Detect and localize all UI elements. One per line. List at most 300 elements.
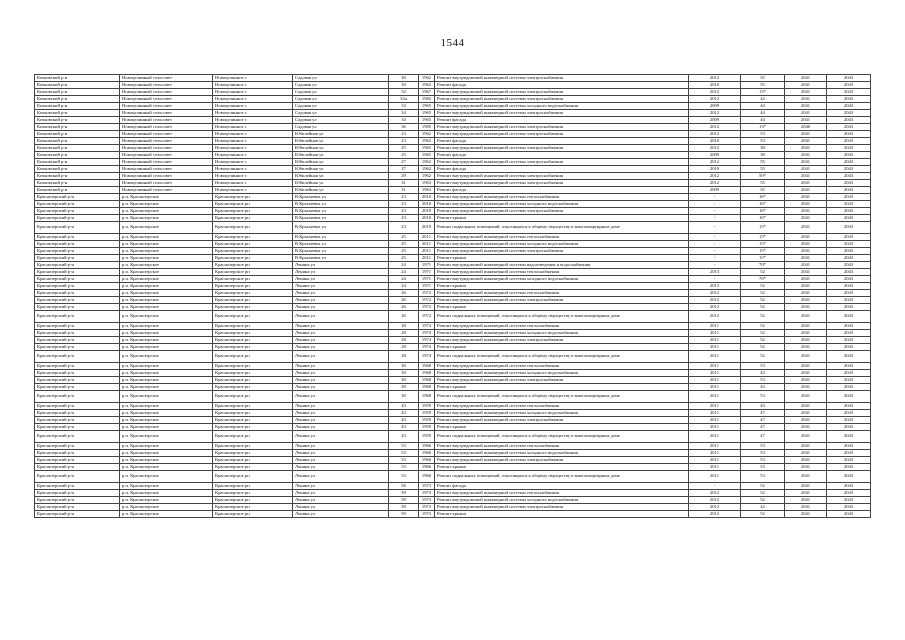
work-description-cell: Ремонт внутридомовой инженерной системы холодного водоснабжения	[435, 450, 689, 457]
build-year-cell: 1965	[419, 110, 435, 117]
district-cell: Краснозерский р-н	[35, 323, 120, 330]
plan-end-year-cell: 2043	[827, 497, 871, 504]
wear-percent-cell: 53	[741, 377, 785, 384]
plan-end-year-cell: 2043	[827, 103, 871, 110]
wear-percent-cell: 15*	[741, 241, 785, 248]
work-description-cell: Ремонт внутридомовой инженерной системы теплоснабжения	[435, 363, 689, 370]
street-cell: В.Крылаевка ул	[293, 248, 389, 255]
municipality-cell: р.п. Краснозерское	[120, 201, 213, 208]
last-repair-year-cell: 2012	[689, 180, 741, 187]
house-number-cell: 32	[389, 89, 419, 96]
last-repair-year-cell: 2011	[689, 377, 741, 384]
settlement-cell: Новоцелинное с	[213, 110, 293, 117]
build-year-cell: 1966	[419, 457, 435, 464]
work-description-cell: Ремонт подвальных помещений, относящихся к общему имуществу в многоквартирном доме	[435, 431, 689, 443]
table-row	[35, 377, 871, 384]
table-row	[35, 370, 871, 377]
plan-end-year-cell: 2043	[827, 215, 871, 222]
plan-end-year-cell: 2043	[827, 344, 871, 351]
district-cell: Кочковский р-н	[35, 166, 120, 173]
work-description-cell: Ремонт внутридомовой инженерной системы электроснабжения	[435, 208, 689, 215]
house-number-cell: 34	[389, 103, 419, 110]
table-row	[35, 110, 871, 117]
work-description-cell: Ремонт фасада	[435, 152, 689, 159]
municipality-cell: р.п. Краснозерское	[120, 283, 213, 290]
street-cell: Ленина ул	[293, 262, 389, 269]
plan-start-year-cell: 2041	[785, 424, 827, 431]
district-cell: Кочковский р-н	[35, 138, 120, 145]
municipality-cell: Новоцелинный сельсовет	[120, 173, 213, 180]
plan-end-year-cell: 2043	[827, 490, 871, 497]
district-cell: Краснозерский р-н	[35, 431, 120, 443]
settlement-cell: Краснозерское рп	[213, 511, 293, 518]
last-repair-year-cell: 2011	[689, 443, 741, 450]
street-cell: Ленина ул	[293, 391, 389, 403]
municipality-cell: р.п. Краснозерское	[120, 471, 213, 483]
table-row	[35, 511, 871, 518]
house-number-cell: 25	[389, 152, 419, 159]
build-year-cell: 1965	[419, 152, 435, 159]
plan-start-year-cell: 2041	[785, 370, 827, 377]
wear-percent-cell: 13*	[741, 124, 785, 131]
district-cell: Краснозерский р-н	[35, 377, 120, 384]
municipality-cell: р.п. Краснозерское	[120, 363, 213, 370]
last-repair-year-cell: 2011	[689, 351, 741, 363]
plan-start-year-cell: 2041	[785, 450, 827, 457]
street-cell: Ленина ул	[293, 304, 389, 311]
district-cell: Кочковский р-н	[35, 180, 120, 187]
settlement-cell: Новоцелинное с	[213, 82, 293, 89]
last-repair-year-cell: 2011	[689, 403, 741, 410]
district-cell: Кочковский р-н	[35, 145, 120, 152]
district-cell: Краснозерский р-н	[35, 363, 120, 370]
plan-start-year-cell: 2041	[785, 255, 827, 262]
district-cell: Краснозерский р-н	[35, 403, 120, 410]
district-cell: Краснозерский р-н	[35, 241, 120, 248]
house-number-cell: 23	[389, 131, 419, 138]
plan-end-year-cell: 2043	[827, 410, 871, 417]
wear-percent-cell: 52	[741, 297, 785, 304]
district-cell: Краснозерский р-н	[35, 194, 120, 201]
wear-percent-cell: 42	[741, 504, 785, 511]
build-year-cell: 1962	[419, 166, 435, 173]
work-description-cell: Ремонт внутридомовой инженерной системы электроснабжения	[435, 248, 689, 255]
wear-percent-cell: 42	[741, 96, 785, 103]
plan-end-year-cell: 2043	[827, 471, 871, 483]
settlement-cell: Краснозерское рп	[213, 351, 293, 363]
plan-start-year-cell: 2041	[785, 504, 827, 511]
build-year-cell: 1973	[419, 490, 435, 497]
work-description-cell: Ремонт подвальных помещений, относящихся к общему имуществу в многоквартирном доме	[435, 311, 689, 323]
settlement-cell: Краснозерское рп	[213, 290, 293, 297]
work-description-cell: Ремонт внутридомовой инженерной системы теплоснабжения	[435, 269, 689, 276]
last-repair-year-cell: 2012	[689, 504, 741, 511]
table-row	[35, 187, 871, 194]
settlement-cell: Краснозерское рп	[213, 450, 293, 457]
wear-percent-cell: 13*	[741, 89, 785, 96]
last-repair-year-cell: -	[689, 276, 741, 283]
plan-end-year-cell: 2043	[827, 290, 871, 297]
plan-end-year-cell: 2043	[827, 194, 871, 201]
district-cell: Краснозерский р-н	[35, 410, 120, 417]
plan-end-year-cell: 2043	[827, 337, 871, 344]
plan-end-year-cell: 2043	[827, 145, 871, 152]
district-cell: Краснозерский р-н	[35, 464, 120, 471]
street-cell: Ленина ул	[293, 377, 389, 384]
work-description-cell: Ремонт внутридомовой инженерной системы электроснабжения	[435, 110, 689, 117]
build-year-cell: 2011	[419, 255, 435, 262]
settlement-cell: Краснозерское рп	[213, 431, 293, 443]
street-cell: Ленина ул	[293, 323, 389, 330]
house-number-cell: 43	[389, 410, 419, 417]
last-repair-year-cell: 2011	[689, 344, 741, 351]
work-description-cell: Ремонт внутридомовой инженерной системы холодного водоснабжения	[435, 370, 689, 377]
table-row	[35, 344, 871, 351]
settlement-cell: Краснозерское рп	[213, 344, 293, 351]
build-year-cell: 1962	[419, 173, 435, 180]
district-cell: Кочковский р-н	[35, 152, 120, 159]
wear-percent-cell: 53	[741, 138, 785, 145]
house-number-cell: 25	[389, 255, 419, 262]
table-row	[35, 124, 871, 131]
plan-start-year-cell: 2041	[785, 283, 827, 290]
settlement-cell: Новоцелинное с	[213, 180, 293, 187]
table-row	[35, 269, 871, 276]
plan-start-year-cell: 2040	[785, 124, 827, 131]
wear-percent-cell: 53	[741, 131, 785, 138]
house-number-cell: 34	[389, 110, 419, 117]
last-repair-year-cell: 2012	[689, 96, 741, 103]
last-repair-year-cell: 2013	[689, 269, 741, 276]
district-cell: Краснозерский р-н	[35, 417, 120, 424]
last-repair-year-cell: 2012	[689, 311, 741, 323]
last-repair-year-cell: 2012	[689, 511, 741, 518]
plan-start-year-cell: 2041	[785, 377, 827, 384]
district-cell: Краснозерский р-н	[35, 248, 120, 255]
plan-end-year-cell: 2043	[827, 323, 871, 330]
build-year-cell: 1974	[419, 344, 435, 351]
table-row	[35, 403, 871, 410]
table-row	[35, 483, 871, 490]
plan-end-year-cell: 2043	[827, 166, 871, 173]
plan-start-year-cell: 2041	[785, 471, 827, 483]
last-repair-year-cell: -	[689, 194, 741, 201]
build-year-cell: 1968	[419, 377, 435, 384]
work-description-cell: Ремонт внутридомовой инженерной системы электроснабжения	[435, 457, 689, 464]
settlement-cell: Краснозерское рп	[213, 443, 293, 450]
settlement-cell: Краснозерское рп	[213, 377, 293, 384]
table-row	[35, 241, 871, 248]
housing-repair-table-container	[34, 74, 870, 518]
wear-percent-cell: 52	[741, 330, 785, 337]
work-description-cell: Ремонт внутридомовой инженерной системы электроснабжения	[435, 297, 689, 304]
build-year-cell: 1974	[419, 351, 435, 363]
settlement-cell: Новоцелинное с	[213, 117, 293, 124]
house-number-cell: 56	[389, 483, 419, 490]
last-repair-year-cell: 2012	[689, 110, 741, 117]
work-description-cell: Ремонт фасада	[435, 117, 689, 124]
table-row	[35, 194, 871, 201]
wear-percent-cell: 53	[741, 457, 785, 464]
build-year-cell: 1968	[419, 370, 435, 377]
build-year-cell: 1962	[419, 131, 435, 138]
plan-start-year-cell: 2041	[785, 490, 827, 497]
plan-start-year-cell: 2041	[785, 187, 827, 194]
table-row	[35, 215, 871, 222]
settlement-cell: Краснозерское рп	[213, 363, 293, 370]
district-cell: Краснозерский р-н	[35, 497, 120, 504]
last-repair-year-cell: -	[689, 483, 741, 490]
plan-end-year-cell: 2043	[827, 248, 871, 255]
municipality-cell: р.п. Краснозерское	[120, 511, 213, 518]
settlement-cell: Краснозерское рп	[213, 457, 293, 464]
municipality-cell: Новоцелинный сельсовет	[120, 124, 213, 131]
house-number-cell: 23	[389, 138, 419, 145]
build-year-cell: 2010	[419, 215, 435, 222]
municipality-cell: р.п. Краснозерское	[120, 464, 213, 471]
district-cell: Краснозерский р-н	[35, 297, 120, 304]
table-row	[35, 248, 871, 255]
work-description-cell: Ремонт внутридомовой инженерной системы теплоснабжения	[435, 290, 689, 297]
house-number-cell: 24	[389, 262, 419, 269]
wear-percent-cell: 53	[741, 471, 785, 483]
wear-percent-cell: 15*	[741, 255, 785, 262]
wear-percent-cell: 16*	[741, 194, 785, 201]
work-description-cell: Ремонт подвальных помещений, относящихся к общему имуществу в многоквартирном доме	[435, 391, 689, 403]
work-description-cell: Ремонт внутридомовой инженерной системы электроснабжения	[435, 159, 689, 166]
street-cell: Юбилейная ул	[293, 187, 389, 194]
municipality-cell: р.п. Краснозерское	[120, 443, 213, 450]
wear-percent-cell: 43	[741, 370, 785, 377]
district-cell: Краснозерский р-н	[35, 201, 120, 208]
wear-percent-cell: 44	[741, 110, 785, 117]
plan-start-year-cell: 2041	[785, 222, 827, 234]
plan-end-year-cell: 2043	[827, 255, 871, 262]
settlement-cell: Краснозерское рп	[213, 337, 293, 344]
settlement-cell: Краснозерское рп	[213, 241, 293, 248]
work-description-cell: Ремонт фасада	[435, 82, 689, 89]
build-year-cell: 1959	[419, 424, 435, 431]
house-number-cell: 28	[389, 351, 419, 363]
last-repair-year-cell: -	[689, 248, 741, 255]
wear-percent-cell: 38	[741, 145, 785, 152]
settlement-cell: Краснозерское рп	[213, 194, 293, 201]
plan-end-year-cell: 2043	[827, 152, 871, 159]
work-description-cell: Ремонт внутридомовой инженерной системы холодного водоснабжения	[435, 410, 689, 417]
house-number-cell: 23	[389, 215, 419, 222]
settlement-cell: Краснозерское рп	[213, 370, 293, 377]
build-year-cell: 1959	[419, 403, 435, 410]
table-row	[35, 424, 871, 431]
plan-start-year-cell: 2041	[785, 82, 827, 89]
last-repair-year-cell: -	[689, 234, 741, 241]
wear-percent-cell: 16*	[741, 208, 785, 215]
plan-start-year-cell: 2041	[785, 384, 827, 391]
district-cell: Краснозерский р-н	[35, 304, 120, 311]
street-cell: Садовая ул	[293, 110, 389, 117]
last-repair-year-cell: 2011	[689, 337, 741, 344]
build-year-cell: 1962	[419, 75, 435, 82]
build-year-cell: 1973	[419, 511, 435, 518]
table-row	[35, 173, 871, 180]
plan-start-year-cell: 2041	[785, 391, 827, 403]
district-cell: Кочковский р-н	[35, 131, 120, 138]
street-cell: Ленина ул	[293, 269, 389, 276]
last-repair-year-cell: -	[689, 201, 741, 208]
plan-start-year-cell: 2041	[785, 145, 827, 152]
settlement-cell: Краснозерское рп	[213, 304, 293, 311]
table-row	[35, 180, 871, 187]
plan-end-year-cell: 2043	[827, 511, 871, 518]
last-repair-year-cell: 2013	[689, 283, 741, 290]
municipality-cell: р.п. Краснозерское	[120, 457, 213, 464]
house-number-cell: 26	[389, 311, 419, 323]
work-description-cell: Ремонт крыши	[435, 304, 689, 311]
plan-end-year-cell: 2043	[827, 159, 871, 166]
work-description-cell: Ремонт внутридомовой инженерной системы холодного водоснабжения	[435, 103, 689, 110]
housing-repair-table	[34, 74, 871, 518]
work-description-cell: Ремонт внутридомовой инженерной системы водоотведения и водоснабжения	[435, 262, 689, 269]
plan-start-year-cell: 2041	[785, 351, 827, 363]
municipality-cell: р.п. Краснозерское	[120, 337, 213, 344]
build-year-cell: 1972	[419, 304, 435, 311]
wear-percent-cell: 52	[741, 304, 785, 311]
plan-end-year-cell: 2043	[827, 304, 871, 311]
work-description-cell: Ремонт внутридомовой инженерной системы электроснабжения	[435, 417, 689, 424]
plan-end-year-cell: 2043	[827, 173, 871, 180]
house-number-cell: 43	[389, 403, 419, 410]
street-cell: Садовая ул	[293, 75, 389, 82]
district-cell: Краснозерский р-н	[35, 443, 120, 450]
last-repair-year-cell: 2011	[689, 323, 741, 330]
street-cell: В.Крылаевка ул	[293, 234, 389, 241]
plan-start-year-cell: 2041	[785, 431, 827, 443]
wear-percent-cell: 52	[741, 311, 785, 323]
settlement-cell: Новоцелинное с	[213, 166, 293, 173]
work-description-cell: Ремонт внутридомовой инженерной системы теплоснабжения	[435, 323, 689, 330]
last-repair-year-cell: 2011	[689, 424, 741, 431]
district-cell: Краснозерский р-н	[35, 504, 120, 511]
settlement-cell: Краснозерское рп	[213, 255, 293, 262]
district-cell: Краснозерский р-н	[35, 450, 120, 457]
last-repair-year-cell: 2011	[689, 330, 741, 337]
municipality-cell: Новоцелинный сельсовет	[120, 131, 213, 138]
plan-end-year-cell: 2043	[827, 82, 871, 89]
build-year-cell: 1967	[419, 89, 435, 96]
plan-start-year-cell: 2041	[785, 443, 827, 450]
municipality-cell: р.п. Краснозерское	[120, 410, 213, 417]
wear-percent-cell: 52	[741, 351, 785, 363]
municipality-cell: р.п. Краснозерское	[120, 391, 213, 403]
district-cell: Кочковский р-н	[35, 187, 120, 194]
settlement-cell: Новоцелинное с	[213, 145, 293, 152]
plan-start-year-cell: 2041	[785, 344, 827, 351]
house-number-cell: 53	[389, 443, 419, 450]
last-repair-year-cell: 2011	[689, 417, 741, 424]
wear-percent-cell: 47	[741, 424, 785, 431]
work-description-cell: Ремонт крыши	[435, 464, 689, 471]
street-cell: Ленина ул	[293, 363, 389, 370]
plan-start-year-cell: 2041	[785, 483, 827, 490]
last-repair-year-cell: 2011	[689, 450, 741, 457]
wear-percent-cell: 52	[741, 337, 785, 344]
district-cell: Краснозерский р-н	[35, 337, 120, 344]
build-year-cell: 1963	[419, 180, 435, 187]
street-cell: Ленина ул	[293, 450, 389, 457]
table-row	[35, 131, 871, 138]
build-year-cell: 2011	[419, 248, 435, 255]
municipality-cell: р.п. Краснозерское	[120, 424, 213, 431]
municipality-cell: Новоцелинный сельсовет	[120, 187, 213, 194]
last-repair-year-cell: 2011	[689, 457, 741, 464]
plan-start-year-cell: 2041	[785, 297, 827, 304]
plan-start-year-cell: 2041	[785, 269, 827, 276]
municipality-cell: р.п. Краснозерское	[120, 417, 213, 424]
plan-end-year-cell: 2043	[827, 457, 871, 464]
district-cell: Краснозерский р-н	[35, 511, 120, 518]
last-repair-year-cell: 2009	[689, 117, 741, 124]
work-description-cell: Ремонт внутридомовой инженерной системы холодного водоснабжения	[435, 497, 689, 504]
table-row	[35, 276, 871, 283]
table-row	[35, 443, 871, 450]
work-description-cell: Ремонт внутридомовой инженерной системы электроснабжения	[435, 89, 689, 96]
plan-start-year-cell: 2041	[785, 159, 827, 166]
last-repair-year-cell: 2009	[689, 103, 741, 110]
settlement-cell: Краснозерское рп	[213, 323, 293, 330]
settlement-cell: Новоцелинное с	[213, 131, 293, 138]
house-number-cell: 59	[389, 490, 419, 497]
house-number-cell: 26	[389, 297, 419, 304]
municipality-cell: Новоцелинный сельсовет	[120, 152, 213, 159]
last-repair-year-cell: 2012	[689, 75, 741, 82]
municipality-cell: Новоцелинный сельсовет	[120, 117, 213, 124]
work-description-cell: Ремонт крыши	[435, 255, 689, 262]
street-cell: В.Крылаевка ул	[293, 194, 389, 201]
last-repair-year-cell: 2012	[689, 145, 741, 152]
house-number-cell: 32а	[389, 96, 419, 103]
street-cell: Юбилейная ул	[293, 159, 389, 166]
plan-start-year-cell: 2041	[785, 208, 827, 215]
settlement-cell: Новоцелинное с	[213, 124, 293, 131]
municipality-cell: р.п. Краснозерское	[120, 222, 213, 234]
district-cell: Краснозерский р-н	[35, 391, 120, 403]
table-row	[35, 457, 871, 464]
settlement-cell: Краснозерское рп	[213, 208, 293, 215]
house-number-cell: 24	[389, 269, 419, 276]
table-row	[35, 262, 871, 269]
district-cell: Краснозерский р-н	[35, 370, 120, 377]
settlement-cell: Краснозерское рп	[213, 497, 293, 504]
work-description-cell: Ремонт внутридомовой инженерной системы электроснабжения	[435, 377, 689, 384]
plan-start-year-cell: 2041	[785, 131, 827, 138]
plan-start-year-cell: 2041	[785, 511, 827, 518]
table-row	[35, 497, 871, 504]
last-repair-year-cell: -	[689, 262, 741, 269]
house-number-cell: 23	[389, 194, 419, 201]
settlement-cell: Новоцелинное с	[213, 96, 293, 103]
plan-start-year-cell: 2041	[785, 166, 827, 173]
house-number-cell: 25	[389, 241, 419, 248]
last-repair-year-cell: 2011	[689, 384, 741, 391]
district-cell: Краснозерский р-н	[35, 276, 120, 283]
municipality-cell: Новоцелинный сельсовет	[120, 110, 213, 117]
district-cell: Краснозерский р-н	[35, 262, 120, 269]
district-cell: Краснозерский р-н	[35, 222, 120, 234]
build-year-cell: 1966	[419, 464, 435, 471]
street-cell: Ленина ул	[293, 344, 389, 351]
house-number-cell: 59	[389, 504, 419, 511]
settlement-cell: Краснозерское рп	[213, 471, 293, 483]
